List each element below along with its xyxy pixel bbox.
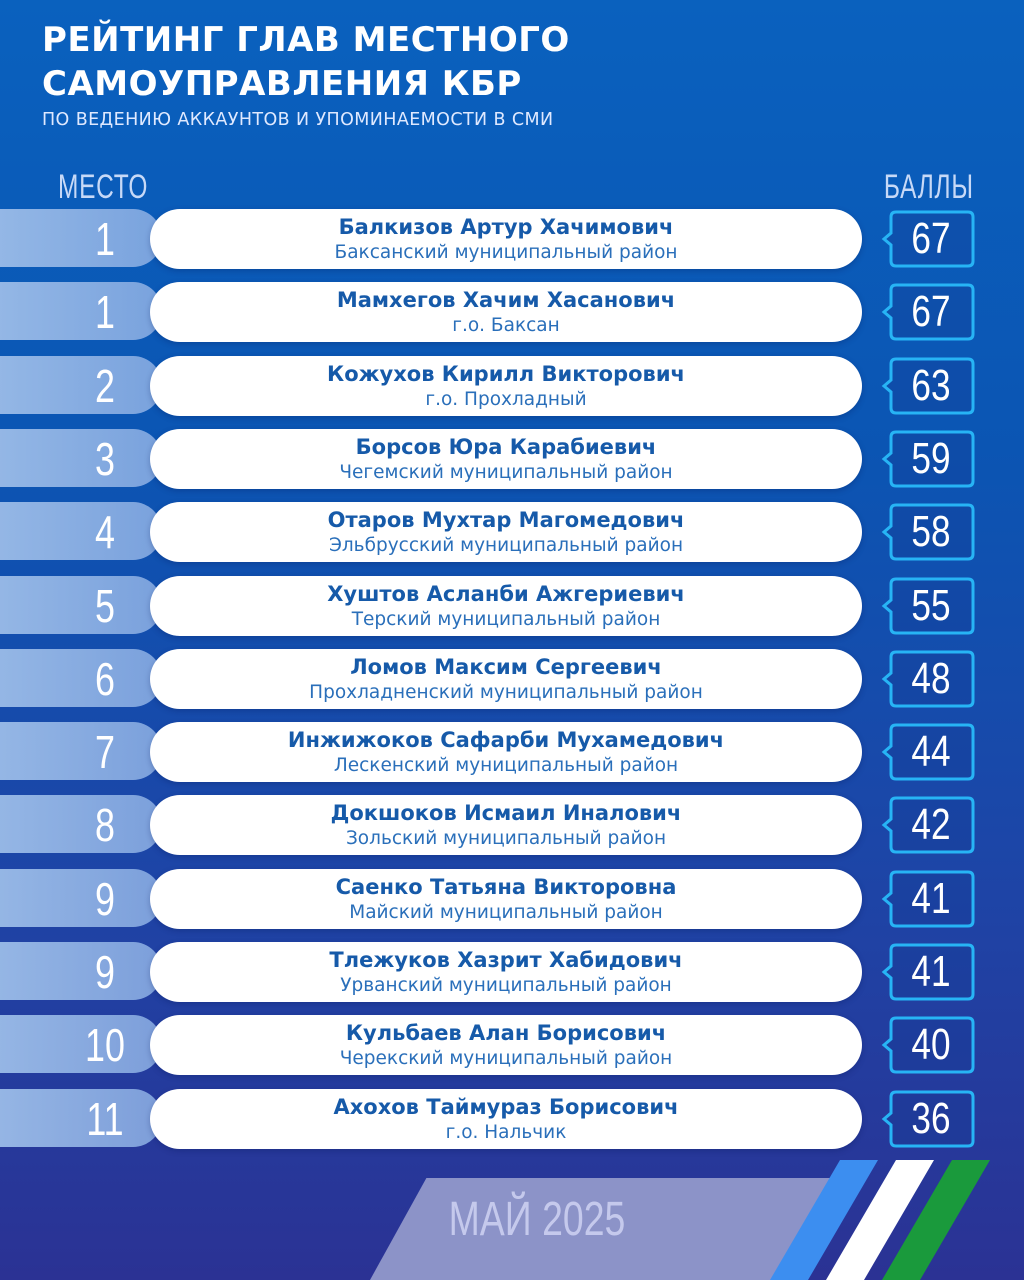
name-card (150, 1089, 862, 1149)
ranking-row (0, 795, 1024, 861)
person-name: Саенко Татьяна Викторовна (335, 875, 677, 899)
ranking-row (0, 942, 1024, 1008)
title-line-1: РЕЙТИНГ ГЛАВ МЕСТНОГО (42, 20, 570, 60)
place-number: 6 (95, 653, 115, 705)
score-value: 67 (911, 287, 951, 336)
region-name: Терский муниципальный район (351, 609, 661, 630)
title-line-2: САМОУПРАВЛЕНИЯ КБР (42, 64, 522, 104)
score-badge (888, 722, 974, 782)
region-name: г.о. Нальчик (445, 1122, 567, 1143)
place-number: 8 (95, 799, 115, 851)
name-card (150, 722, 862, 782)
place-number: 9 (95, 873, 115, 925)
score-badge (888, 649, 974, 709)
region-name: Прохладненский муниципальный район (309, 682, 703, 703)
score-badge (888, 869, 974, 929)
ranking-row (0, 722, 1024, 788)
region-name: Зольский муниципальный район (345, 828, 667, 849)
person-name: Балкизов Артур Хачимович (338, 215, 674, 239)
ranking-row (0, 576, 1024, 642)
score-badge (888, 576, 974, 636)
column-header-place: МЕСТО (58, 168, 149, 206)
ranking-row (0, 209, 1024, 275)
score-value: 40 (911, 1020, 951, 1069)
score-value: 44 (911, 727, 951, 776)
name-card (150, 429, 862, 489)
page-subtitle: ПО ВЕДЕНИЮ АККАУНТОВ И УПОМИНАЕМОСТИ В СМИ (42, 110, 554, 130)
ranking-row (0, 869, 1024, 935)
score-value: 41 (911, 947, 951, 996)
place-number: 11 (86, 1093, 124, 1145)
ranking-row (0, 1089, 1024, 1155)
person-name: Борсов Юра Карабиевич (355, 435, 657, 459)
score-value: 58 (911, 507, 951, 556)
place-number: 7 (95, 726, 115, 778)
ranking-row (0, 429, 1024, 495)
person-name: Отаров Мухтар Магомедович (327, 508, 685, 532)
region-name: г.о. Баксан (452, 315, 560, 336)
name-card (150, 356, 862, 416)
ranking-row (0, 502, 1024, 568)
name-card (150, 209, 862, 269)
score-value: 42 (911, 800, 951, 849)
score-value: 48 (911, 654, 951, 703)
footer-date: МАЙ 2025 (448, 1193, 626, 1246)
place-number: 1 (95, 213, 115, 265)
name-card (150, 649, 862, 709)
score-badge (888, 1089, 974, 1149)
region-name: Эльбрусский муниципальный район (328, 535, 684, 556)
place-number: 5 (95, 580, 115, 632)
score-value: 55 (911, 581, 951, 630)
person-name: Инжижоков Сафарби Мухамедович (287, 728, 725, 752)
ranking-row (0, 356, 1024, 422)
person-name: Хуштов Асланби Ажгериевич (327, 582, 685, 606)
column-header-points: БАЛЛЫ (884, 168, 974, 206)
ranking-row (0, 282, 1024, 348)
place-number: 1 (95, 286, 115, 338)
region-name: Черекский муниципальный район (339, 1048, 673, 1069)
name-card (150, 869, 862, 929)
region-name: Урванский муниципальный район (340, 975, 672, 996)
score-value: 59 (911, 434, 951, 483)
score-value: 36 (911, 1094, 951, 1143)
score-badge (888, 209, 974, 269)
ranking-row (0, 649, 1024, 715)
page-title (42, 18, 682, 106)
place-number: 9 (95, 946, 115, 998)
person-name: Тлежуков Хазрит Хабидович (329, 948, 683, 972)
region-name: Баксанский муниципальный район (334, 242, 678, 263)
region-name: Лескенский муниципальный район (333, 755, 679, 776)
person-name: Докшоков Исмаил Иналович (330, 801, 682, 825)
score-value: 63 (911, 361, 951, 410)
place-number: 4 (95, 506, 115, 558)
name-card (150, 576, 862, 636)
score-badge (888, 282, 974, 342)
person-name: Кожухов Кирилл Викторович (327, 362, 685, 386)
score-value: 67 (911, 214, 951, 263)
score-badge (888, 1015, 974, 1075)
place-number: 2 (95, 360, 115, 412)
name-card (150, 942, 862, 1002)
score-badge (888, 356, 974, 416)
region-name: Майский муниципальный район (349, 902, 663, 923)
ranking-row (0, 1015, 1024, 1081)
person-name: Мамхегов Хачим Хасанович (336, 288, 676, 312)
name-card (150, 795, 862, 855)
flag-stripes-decoration (770, 1160, 1000, 1280)
name-card (150, 502, 862, 562)
score-badge (888, 942, 974, 1002)
region-name: г.о. Прохладный (425, 389, 587, 410)
person-name: Ломов Максим Сергеевич (350, 655, 662, 679)
person-name: Кульбаев Алан Борисович (345, 1021, 667, 1045)
place-number: 3 (95, 433, 115, 485)
name-card (150, 282, 862, 342)
region-name: Чегемский муниципальный район (339, 462, 673, 483)
score-value: 41 (911, 874, 951, 923)
name-card (150, 1015, 862, 1075)
place-number: 10 (85, 1019, 125, 1071)
score-badge (888, 795, 974, 855)
score-badge (888, 429, 974, 489)
score-badge (888, 502, 974, 562)
person-name: Ахохов Таймураз Борисович (333, 1095, 679, 1119)
